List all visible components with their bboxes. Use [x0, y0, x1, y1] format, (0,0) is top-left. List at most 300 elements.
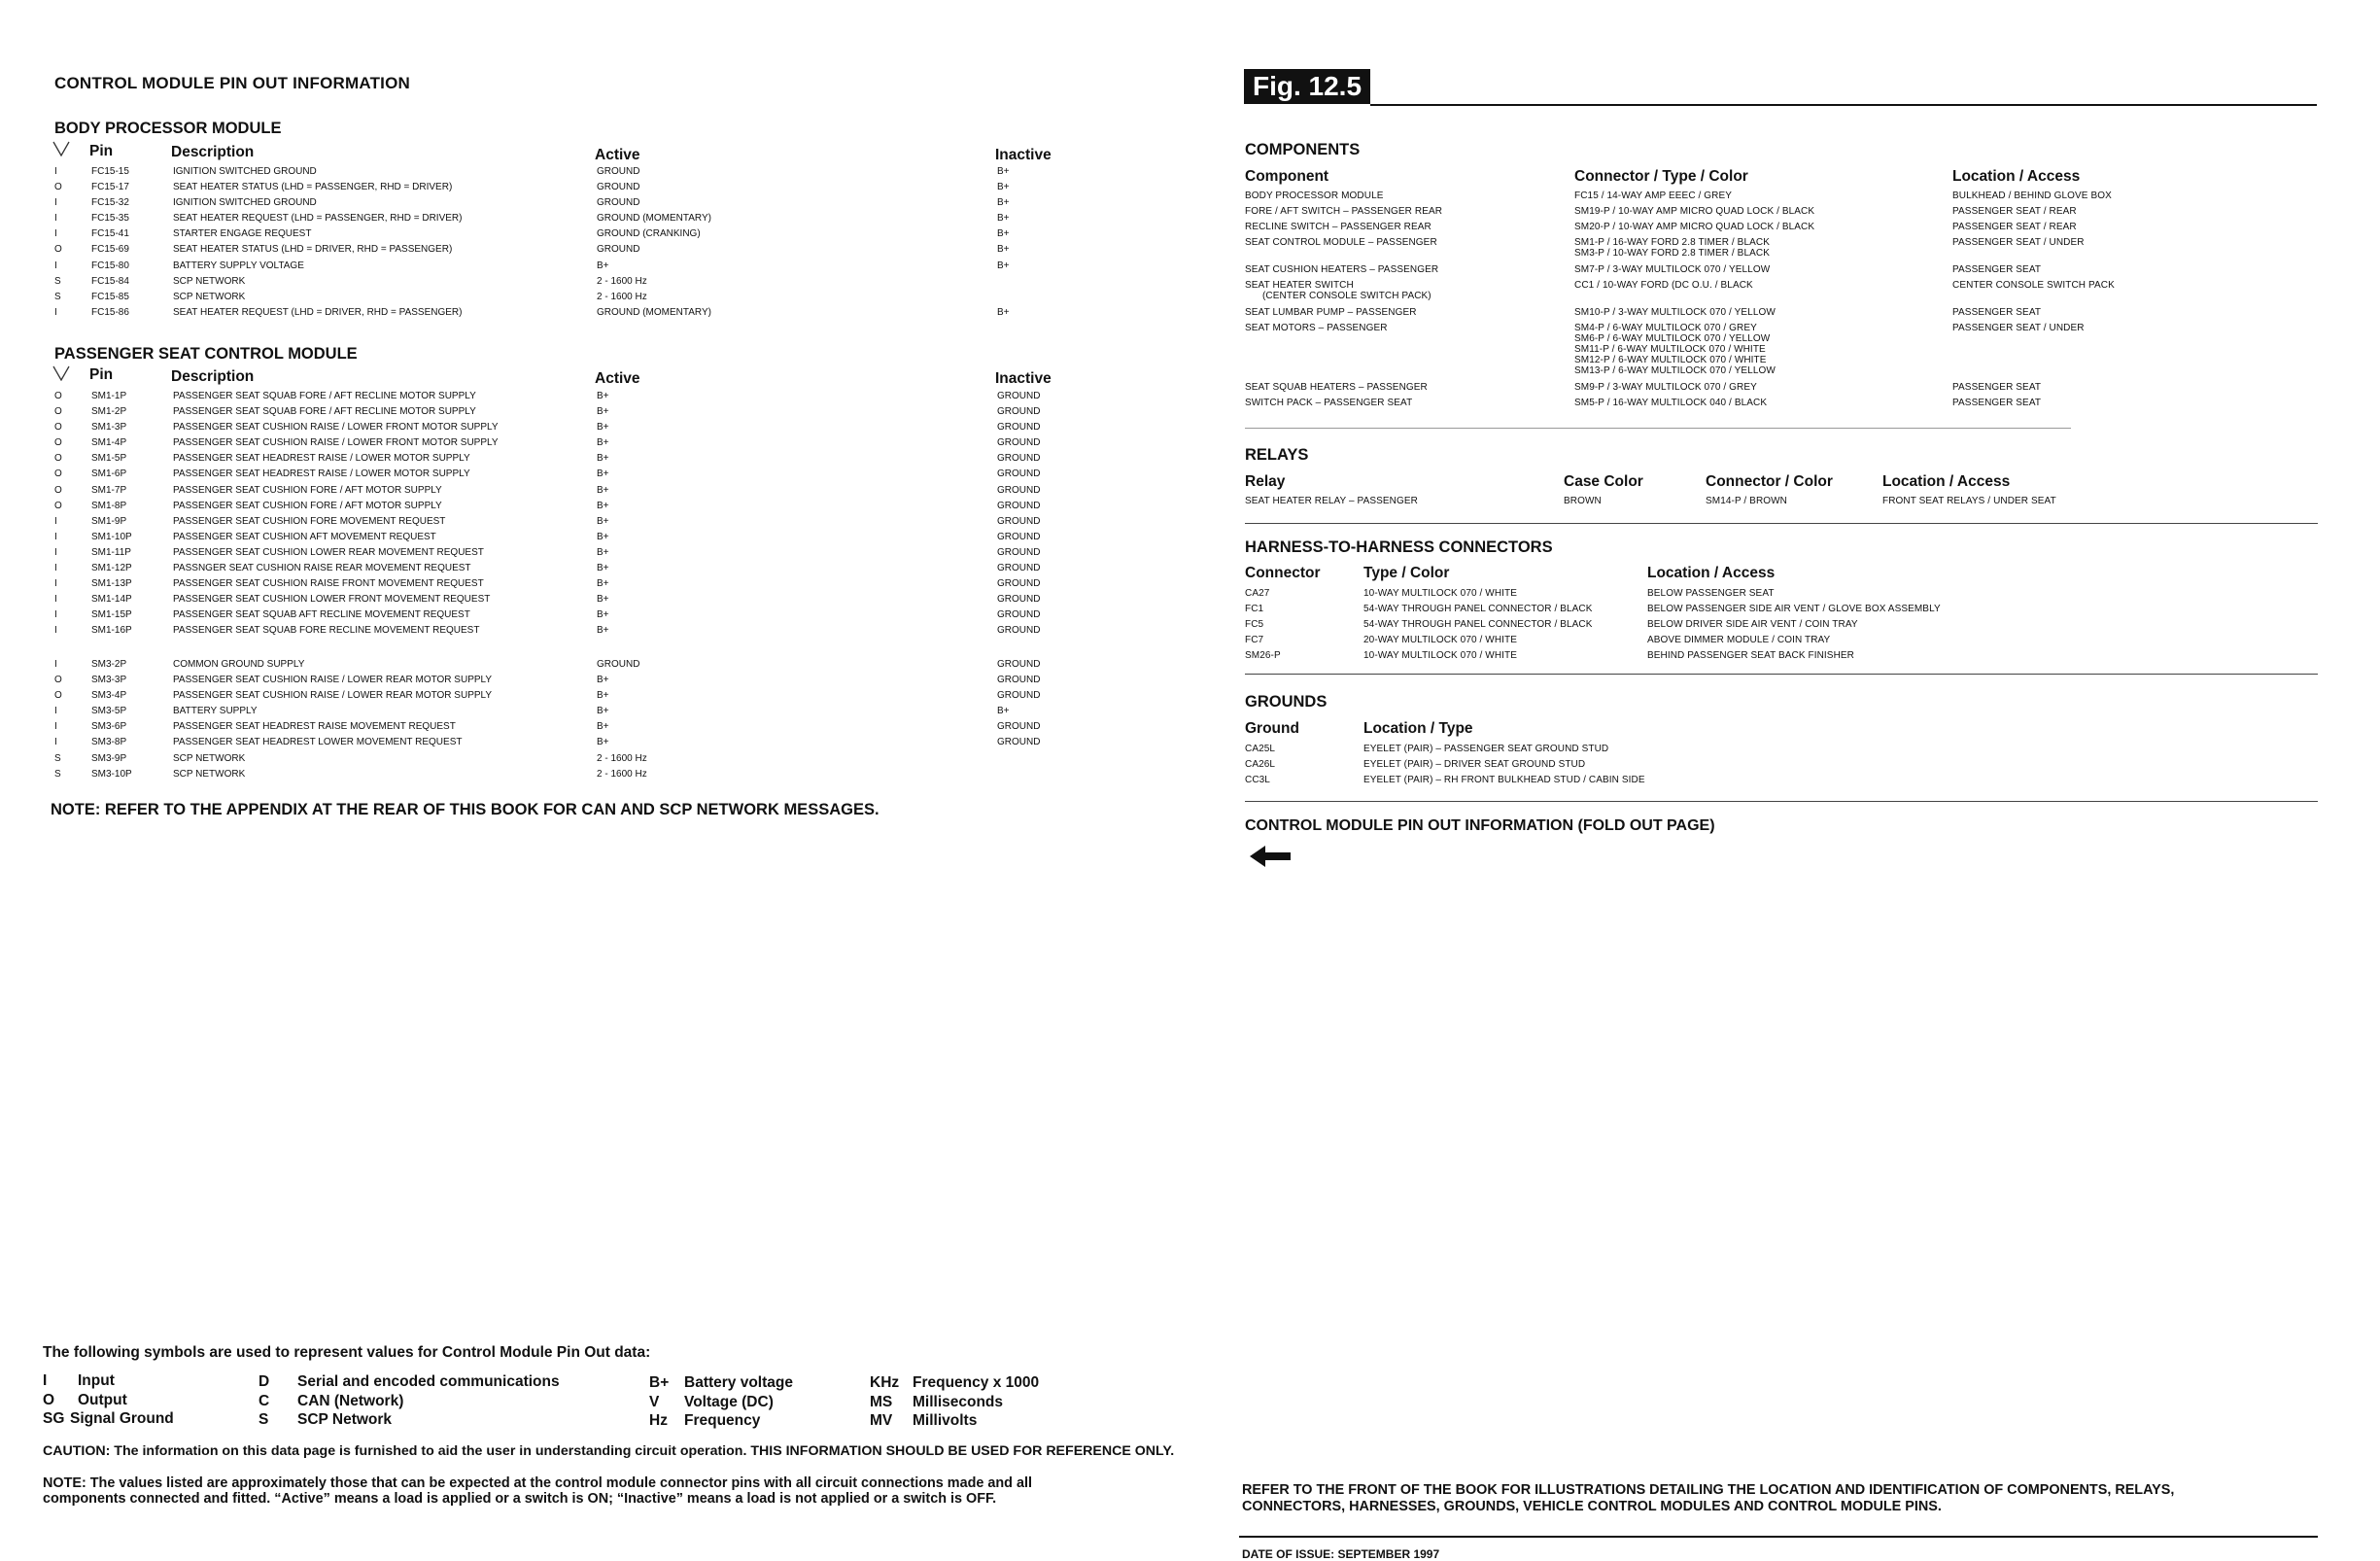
table-row	[54, 260, 1094, 276]
cell-active: B+	[597, 484, 609, 496]
cell-pin: FC15-80	[91, 260, 129, 271]
bpm-header-pin: Pin	[89, 143, 114, 159]
harness-type: 54-WAY THROUGH PANEL CONNECTOR / BLACK	[1363, 604, 1593, 614]
cell-type: O	[54, 453, 62, 465]
cell-type: I	[54, 166, 57, 177]
legend-text: Input	[78, 1372, 115, 1389]
harness-type: 20-WAY MULTILOCK 070 / WHITE	[1363, 635, 1518, 645]
legend-text: Millivolts	[913, 1412, 978, 1429]
cell-inactive	[997, 292, 1094, 307]
cell-desc: PASSENGER SEAT CUSHION FORE / AFT MOTOR SUPPLY	[173, 500, 442, 511]
cell-inactive	[997, 753, 1094, 769]
date-of-issue: DATE OF ISSUE: SEPTEMBER 1997	[1242, 1547, 1440, 1561]
harness-location: BELOW PASSENGER SIDE AIR VENT / GLOVE BOX ASSEMBLY	[1647, 604, 1941, 614]
harness-connector: CA27	[1245, 588, 1270, 599]
cell-type: I	[54, 609, 57, 621]
cell-type: I	[54, 706, 57, 717]
cell-active: B+	[597, 546, 609, 558]
cell-inactive: GROUND	[997, 422, 1041, 434]
cell-active: 2 - 1600 Hz	[597, 291, 647, 302]
relays-header-connector: Connector / Color	[1706, 473, 1833, 490]
table-row	[54, 659, 1094, 675]
cell-inactive: B+	[997, 182, 1010, 193]
cell-type: I	[54, 721, 57, 733]
legend-sym: KHz	[870, 1374, 900, 1391]
cell-inactive: B+	[997, 244, 1010, 256]
component-connector: SM4-P / 6-WAY MULTILOCK 070 / GREY	[1574, 323, 1757, 333]
refer-line-2: CONNECTORS, HARNESSES, GROUNDS, VEHICLE CONTROL MODULES AND CONTROL MODULE PINS.	[1242, 1499, 1942, 1514]
legend-sym: D	[259, 1373, 270, 1390]
cell-type: I	[54, 546, 57, 558]
bpm-title: BODY PROCESSOR MODULE	[54, 120, 282, 137]
component-name: SEAT HEATER SWITCH	[1245, 280, 1354, 291]
bpm-header-active: Active	[595, 147, 640, 163]
component-connector: SM12-P / 6-WAY MULTILOCK 070 / WHITE	[1574, 355, 1767, 365]
cell-desc: PASSENGER SEAT SQUAB FORE RECLINE MOVEMENT REQUEST	[173, 625, 480, 637]
cell-pin: SM3-6P	[91, 721, 127, 733]
cell-pin: SM1-4P	[91, 437, 127, 449]
legend-col-4	[870, 1373, 1039, 1431]
cell-active: 2 - 1600 Hz	[597, 275, 647, 287]
table-row	[54, 453, 1094, 468]
cell-active: GROUND (MOMENTARY)	[597, 213, 711, 225]
table-row	[54, 675, 1094, 690]
cell-desc: SCP NETWORK	[173, 768, 246, 780]
cell-pin: FC15-85	[91, 291, 129, 302]
cell-pin: SM3-8P	[91, 737, 127, 748]
legend-text: Voltage (DC)	[684, 1393, 774, 1410]
cell-pin: SM1-15P	[91, 609, 132, 621]
table-row	[54, 244, 1094, 260]
component-name: SEAT SQUAB HEATERS – PASSENGER	[1245, 382, 1428, 393]
cell-pin: SM1-13P	[91, 578, 132, 590]
cell-type: I	[54, 306, 57, 318]
cell-active: B+	[597, 531, 609, 542]
figure-label: Fig. 12.5	[1244, 69, 1370, 104]
components-title: COMPONENTS	[1245, 141, 1361, 158]
cell-active: B+	[597, 515, 609, 527]
cell-type: I	[54, 515, 57, 527]
network-note: NOTE: REFER TO THE APPENDIX AT THE REAR OF THIS BOOK FOR CAN AND SCP NETWORK MESSAGES.	[51, 801, 880, 818]
cell-active: 2 - 1600 Hz	[597, 752, 647, 764]
cell-pin: SM3-4P	[91, 690, 127, 702]
components-header-connector: Connector / Type / Color	[1574, 168, 1748, 185]
cell-active: GROUND (MOMENTARY)	[597, 306, 711, 318]
ground-ground: CC3L	[1245, 775, 1270, 785]
component-name: (CENTER CONSOLE SWITCH PACK)	[1262, 291, 1431, 301]
cell-active: B+	[597, 260, 609, 271]
cell-desc: SCP NETWORK	[173, 275, 246, 287]
table-row	[54, 516, 1094, 532]
cell-active: B+	[597, 721, 609, 733]
table-row	[54, 437, 1094, 453]
legend-col-3	[649, 1373, 793, 1431]
cell-type: O	[54, 690, 62, 702]
cell-inactive: GROUND	[997, 391, 1041, 401]
pscm-header-pin: Pin	[89, 366, 114, 383]
cell-pin: SM1-9P	[91, 515, 127, 527]
bpm-header-desc: Description	[171, 144, 255, 160]
cell-pin: SM1-7P	[91, 484, 127, 496]
table-row	[54, 501, 1094, 516]
component-connector: SM7-P / 3-WAY MULTILOCK 070 / YELLOW	[1574, 264, 1771, 275]
cell-inactive: GROUND	[997, 563, 1041, 574]
table-row	[54, 276, 1094, 292]
table-row	[54, 769, 1094, 784]
cell-desc: IGNITION SWITCHED GROUND	[173, 197, 317, 209]
harness-type: 10-WAY MULTILOCK 070 / WHITE	[1363, 650, 1518, 661]
cell-inactive: GROUND	[997, 737, 1041, 748]
caution-text: CAUTION: The information on this data page is furnished to aid the user in understanding circuit operation. THIS INFORMATION SHOULD BE USED FOR REFERENCE ONLY.	[43, 1443, 1175, 1459]
cell-desc: PASSENGER SEAT HEADREST RAISE MOVEMENT REQUEST	[173, 721, 456, 733]
legend-sym: O	[43, 1391, 55, 1408]
table-row	[54, 391, 1094, 406]
cell-inactive: B+	[997, 306, 1010, 318]
table-row	[54, 547, 1094, 563]
cell-desc: SEAT HEATER STATUS (LHD = DRIVER, RHD = PASSENGER)	[173, 244, 453, 256]
cell-active: B+	[597, 706, 609, 717]
cell-inactive: B+	[997, 166, 1010, 177]
cell-type: O	[54, 468, 62, 480]
cell-desc: PASSENGER SEAT CUSHION FORE / AFT MOTOR SUPPLY	[173, 484, 442, 496]
component-location: PASSENGER SEAT / UNDER	[1952, 237, 2085, 248]
cell-inactive: B+	[997, 706, 1010, 717]
table-row	[54, 532, 1094, 547]
cell-active: B+	[597, 437, 609, 449]
cell-pin: SM3-3P	[91, 675, 127, 686]
cell-type: S	[54, 275, 61, 287]
component-name: SEAT MOTORS – PASSENGER	[1245, 323, 1388, 333]
component-connector: SM3-P / 10-WAY FORD 2.8 TIMER / BLACK	[1574, 248, 1770, 259]
component-name: SEAT CONTROL MODULE – PASSENGER	[1245, 237, 1437, 248]
table-row	[54, 625, 1094, 641]
table-row	[54, 166, 1094, 182]
component-location: PASSENGER SEAT / REAR	[1952, 206, 2077, 217]
legend-text: Output	[78, 1391, 127, 1408]
cell-type: I	[54, 659, 57, 670]
cell-type: I	[54, 625, 57, 637]
table-row	[54, 182, 1094, 197]
table-row	[54, 213, 1094, 228]
harness-connector: SM26-P	[1245, 650, 1281, 661]
cell-type: I	[54, 578, 57, 590]
values-note	[43, 1475, 1180, 1507]
cell-desc: PASSENGER SEAT CUSHION RAISE FRONT MOVEMENT REQUEST	[173, 578, 484, 590]
component-location: PASSENGER SEAT	[1952, 264, 2042, 275]
relay-connector: SM14-P / BROWN	[1706, 496, 1788, 506]
cell-active: B+	[597, 563, 609, 574]
cell-active: B+	[597, 625, 609, 637]
cell-desc: PASSENGER SEAT HEADREST RAISE / LOWER MOTOR SUPPLY	[173, 468, 470, 480]
cell-type: I	[54, 213, 57, 225]
relays-header-relay: Relay	[1245, 473, 1286, 490]
legend-sym: SG	[43, 1410, 65, 1427]
cell-type: O	[54, 500, 62, 511]
cell-pin: SM3-2P	[91, 659, 127, 670]
cell-inactive: GROUND	[997, 453, 1041, 465]
cell-pin: SM1-3P	[91, 422, 127, 434]
cell-active: GROUND	[597, 182, 640, 193]
relay-name: SEAT HEATER RELAY – PASSENGER	[1245, 496, 1418, 506]
cell-inactive: GROUND	[997, 546, 1041, 558]
cell-desc: PASSENGER SEAT CUSHION FORE MOVEMENT REQUEST	[173, 515, 446, 527]
component-name: SEAT CUSHION HEATERS – PASSENGER	[1245, 264, 1439, 275]
cell-pin: SM3-5P	[91, 706, 127, 717]
cell-desc: COMMON GROUND SUPPLY	[173, 659, 305, 670]
cell-active: B+	[597, 422, 609, 434]
cell-active: GROUND	[597, 166, 640, 177]
harness-location: BELOW PASSENGER SEAT	[1647, 588, 1775, 599]
cell-desc: PASSNGER SEAT CUSHION RAISE REAR MOVEMENT REQUEST	[173, 563, 471, 574]
legend-text: SCP Network	[297, 1411, 393, 1428]
cell-desc: PASSENGER SEAT CUSHION AFT MOVEMENT REQUEST	[173, 531, 436, 542]
table-row	[54, 563, 1094, 578]
pscm-title: PASSENGER SEAT CONTROL MODULE	[54, 345, 358, 363]
table-row	[54, 468, 1094, 484]
legend-col-2	[259, 1372, 560, 1430]
components-rule	[1245, 428, 2071, 429]
cell-type: O	[54, 391, 62, 401]
values-note-line-1: NOTE: The values listed are approximately those that can be expected at the control module connector pins with all circuit connections made and all	[43, 1475, 1032, 1491]
cell-pin: SM1-11P	[91, 546, 131, 558]
harness-header-type: Type / Color	[1363, 565, 1450, 581]
component-connector: SM13-P / 6-WAY MULTILOCK 070 / YELLOW	[1574, 365, 1776, 376]
relays-rule	[1245, 523, 2318, 524]
harness-type: 54-WAY THROUGH PANEL CONNECTOR / BLACK	[1363, 619, 1593, 630]
legend-sym: C	[259, 1392, 270, 1409]
harness-location: ABOVE DIMMER MODULE / COIN TRAY	[1647, 635, 1831, 645]
cell-desc: PASSENGER SEAT SQUAB FORE / AFT RECLINE MOTOR SUPPLY	[173, 391, 476, 401]
cell-type: O	[54, 422, 62, 434]
legend-sym: I	[43, 1372, 48, 1389]
cell-pin: FC15-84	[91, 275, 129, 287]
harness-rule	[1245, 674, 2318, 675]
component-location: PASSENGER SEAT	[1952, 307, 2042, 318]
grounds-header-ground: Ground	[1245, 720, 1299, 737]
component-connector: CC1 / 10-WAY FORD (DC O.U. / BLACK	[1574, 280, 1753, 291]
cell-inactive: GROUND	[997, 484, 1041, 496]
cell-inactive: B+	[997, 213, 1010, 225]
cell-pin: FC15-15	[91, 166, 129, 177]
cell-inactive: B+	[997, 260, 1010, 271]
component-connector: SM20-P / 10-WAY AMP MICRO QUAD LOCK / BLACK	[1574, 222, 1815, 232]
harness-connector: FC5	[1245, 619, 1264, 630]
component-location: BULKHEAD / BEHIND GLOVE BOX	[1952, 191, 2112, 201]
relays-header-case: Case Color	[1564, 473, 1643, 490]
cell-pin: FC15-17	[91, 182, 129, 193]
cell-desc: BATTERY SUPPLY	[173, 706, 258, 717]
bpm-header-inactive: Inactive	[995, 147, 1052, 163]
component-connector: SM5-P / 16-WAY MULTILOCK 040 / BLACK	[1574, 398, 1768, 408]
cell-inactive: GROUND	[997, 690, 1041, 702]
harness-connector: FC7	[1245, 635, 1264, 645]
cell-desc: PASSENGER SEAT HEADREST LOWER MOVEMENT REQUEST	[173, 737, 463, 748]
component-name: RECLINE SWITCH – PASSENGER REAR	[1245, 222, 1431, 232]
table-row	[54, 737, 1094, 752]
components-header-component: Component	[1245, 168, 1329, 185]
cell-active: GROUND	[597, 659, 640, 670]
component-connector: SM10-P / 3-WAY MULTILOCK 070 / YELLOW	[1574, 307, 1776, 318]
relay-case-color: BROWN	[1564, 496, 1602, 506]
cell-pin: SM1-8P	[91, 500, 127, 511]
cell-type: I	[54, 737, 57, 748]
cell-inactive: GROUND	[997, 609, 1041, 621]
legend-text: Milliseconds	[913, 1393, 1004, 1410]
cell-type: S	[54, 752, 61, 764]
values-note-line-2: components connected and fitted. “Active” means a load is applied or a switch is ON; “Inactive” means a load is not applied or a switch is OFF.	[43, 1491, 997, 1507]
cell-desc: PASSENGER SEAT CUSHION LOWER FRONT MOVEMENT REQUEST	[173, 594, 491, 606]
ground-ground: CA26L	[1245, 759, 1276, 770]
legend-col-1	[43, 1371, 174, 1429]
cell-active: B+	[597, 675, 609, 686]
cell-active: B+	[597, 406, 609, 418]
cell-desc: BATTERY SUPPLY VOLTAGE	[173, 260, 304, 271]
ground-location: EYELET (PAIR) – DRIVER SEAT GROUND STUD	[1363, 759, 1586, 770]
ground-ground: CA25L	[1245, 744, 1276, 754]
cell-active: B+	[597, 737, 609, 748]
pscm-table-2	[54, 659, 1094, 784]
cell-type: O	[54, 182, 62, 193]
cell-inactive: GROUND	[997, 500, 1041, 511]
table-row	[54, 292, 1094, 307]
cell-desc: PASSENGER SEAT CUSHION RAISE / LOWER REAR MOTOR SUPPLY	[173, 690, 493, 702]
cell-desc: PASSENGER SEAT SQUAB FORE / AFT RECLINE MOTOR SUPPLY	[173, 406, 476, 418]
pscm-table	[54, 391, 1094, 642]
cell-active: B+	[597, 594, 609, 606]
harness-location: BEHIND PASSENGER SEAT BACK FINISHER	[1647, 650, 1854, 661]
cell-active: B+	[597, 453, 609, 465]
cell-active: GROUND	[597, 244, 640, 256]
cell-desc: PASSENGER SEAT CUSHION RAISE / LOWER FRONT MOTOR SUPPLY	[173, 437, 499, 449]
arrow-left-icon[interactable]	[1248, 844, 1293, 874]
page-title: CONTROL MODULE PIN OUT INFORMATION	[54, 74, 410, 92]
legend-sym: B+	[649, 1374, 670, 1391]
cell-desc: SEAT HEATER STATUS (LHD = PASSENGER, RHD = DRIVER)	[173, 182, 453, 193]
cell-pin: FC15-35	[91, 213, 129, 225]
cell-pin: FC15-41	[91, 228, 129, 240]
grounds-title: GROUNDS	[1245, 693, 1328, 711]
table-row	[54, 753, 1094, 769]
cell-inactive: GROUND	[997, 675, 1041, 686]
table-row	[54, 706, 1094, 721]
cell-inactive: GROUND	[997, 594, 1041, 606]
cell-inactive: GROUND	[997, 625, 1041, 637]
cell-inactive: GROUND	[997, 578, 1041, 590]
cell-type: O	[54, 437, 62, 449]
relays-title: RELAYS	[1245, 446, 1309, 464]
components-header-location: Location / Access	[1952, 168, 2081, 185]
table-row	[54, 406, 1094, 422]
component-location: PASSENGER SEAT	[1952, 398, 2042, 408]
cell-type: I	[54, 531, 57, 542]
table-row	[54, 690, 1094, 706]
cell-desc: SEAT HEATER REQUEST (LHD = DRIVER, RHD = PASSENGER)	[173, 306, 463, 318]
cell-inactive: GROUND	[997, 659, 1041, 670]
cell-pin: FC15-32	[91, 197, 129, 209]
cell-inactive: GROUND	[997, 406, 1041, 418]
bpm-table	[54, 166, 1094, 323]
cell-type: O	[54, 244, 62, 256]
cell-pin: SM1-10P	[91, 531, 132, 542]
cell-active: B+	[597, 609, 609, 621]
table-row	[54, 197, 1094, 213]
cell-desc: IGNITION SWITCHED GROUND	[173, 166, 317, 177]
cell-type: I	[54, 563, 57, 574]
cell-inactive: B+	[997, 228, 1010, 240]
legend-sym: MV	[870, 1412, 893, 1429]
cell-active: B+	[597, 690, 609, 702]
cell-pin: SM3-10P	[91, 768, 132, 780]
cell-active: B+	[597, 500, 609, 511]
component-location: PASSENGER SEAT / REAR	[1952, 222, 2077, 232]
foldout-link[interactable]: CONTROL MODULE PIN OUT INFORMATION (FOLD OUT PAGE)	[1245, 817, 1715, 834]
pscm-header-inactive: Inactive	[995, 370, 1052, 387]
table-row	[54, 422, 1094, 437]
grounds-rule	[1245, 801, 2318, 802]
component-connector: SM1-P / 16-WAY FORD 2.8 TIMER / BLACK	[1574, 237, 1770, 248]
legend-text: Frequency x 1000	[913, 1374, 1040, 1391]
legend-sym: MS	[870, 1393, 893, 1410]
legend-sym: Hz	[649, 1412, 668, 1429]
table-row	[54, 228, 1094, 244]
cell-type: O	[54, 406, 62, 418]
cell-desc: SEAT HEATER REQUEST (LHD = PASSENGER, RHD = DRIVER)	[173, 213, 463, 225]
cell-pin: SM1-5P	[91, 453, 127, 465]
cell-active: GROUND	[597, 197, 640, 209]
pscm-header-active: Active	[595, 370, 640, 387]
component-location: PASSENGER SEAT	[1952, 382, 2042, 393]
cell-inactive: B+	[997, 197, 1010, 209]
component-connector: SM9-P / 3-WAY MULTILOCK 070 / GREY	[1574, 382, 1757, 393]
harness-type: 10-WAY MULTILOCK 070 / WHITE	[1363, 588, 1518, 599]
table-row	[54, 578, 1094, 594]
harness-header-location: Location / Access	[1647, 565, 1776, 581]
relay-location: FRONT SEAT RELAYS / UNDER SEAT	[1882, 496, 2056, 506]
cell-pin: SM1-6P	[91, 468, 127, 480]
cell-type: S	[54, 768, 61, 780]
cell-desc: PASSENGER SEAT HEADREST RAISE / LOWER MOTOR SUPPLY	[173, 453, 470, 465]
cell-type: I	[54, 260, 57, 271]
top-rule	[1370, 104, 2317, 106]
cell-type: I	[54, 594, 57, 606]
cell-inactive	[997, 276, 1094, 292]
triangle-down-icon	[52, 365, 70, 386]
component-name: FORE / AFT SWITCH – PASSENGER REAR	[1245, 206, 1443, 217]
component-connector: FC15 / 14-WAY AMP EEEC / GREY	[1574, 191, 1733, 201]
cell-desc: SCP NETWORK	[173, 291, 246, 302]
legend-text: CAN (Network)	[297, 1392, 404, 1409]
cell-type: O	[54, 675, 62, 686]
cell-desc: STARTER ENGAGE REQUEST	[173, 228, 312, 240]
relays-header-location: Location / Access	[1882, 473, 2011, 490]
table-row	[54, 609, 1094, 625]
pscm-header-desc: Description	[171, 368, 255, 385]
legend-sym: S	[259, 1411, 269, 1428]
ground-location: EYELET (PAIR) – RH FRONT BULKHEAD STUD / CABIN SIDE	[1363, 775, 1645, 785]
component-connector: SM6-P / 6-WAY MULTILOCK 070 / YELLOW	[1574, 333, 1771, 344]
cell-pin: SM1-1P	[91, 391, 127, 401]
ground-location: EYELET (PAIR) – PASSENGER SEAT GROUND STUD	[1363, 744, 1609, 754]
triangle-down-icon	[52, 141, 70, 161]
cell-active: GROUND (CRANKING)	[597, 228, 701, 240]
cell-pin: SM3-9P	[91, 752, 127, 764]
legend-sym: V	[649, 1393, 660, 1410]
cell-desc: PASSENGER SEAT SQUAB AFT RECLINE MOVEMENT REQUEST	[173, 609, 470, 621]
legend-text: Battery voltage	[684, 1374, 793, 1391]
refer-text	[1242, 1482, 2321, 1515]
cell-desc: PASSENGER SEAT CUSHION RAISE / LOWER REAR MOTOR SUPPLY	[173, 675, 493, 686]
cell-pin: SM1-12P	[91, 563, 132, 574]
